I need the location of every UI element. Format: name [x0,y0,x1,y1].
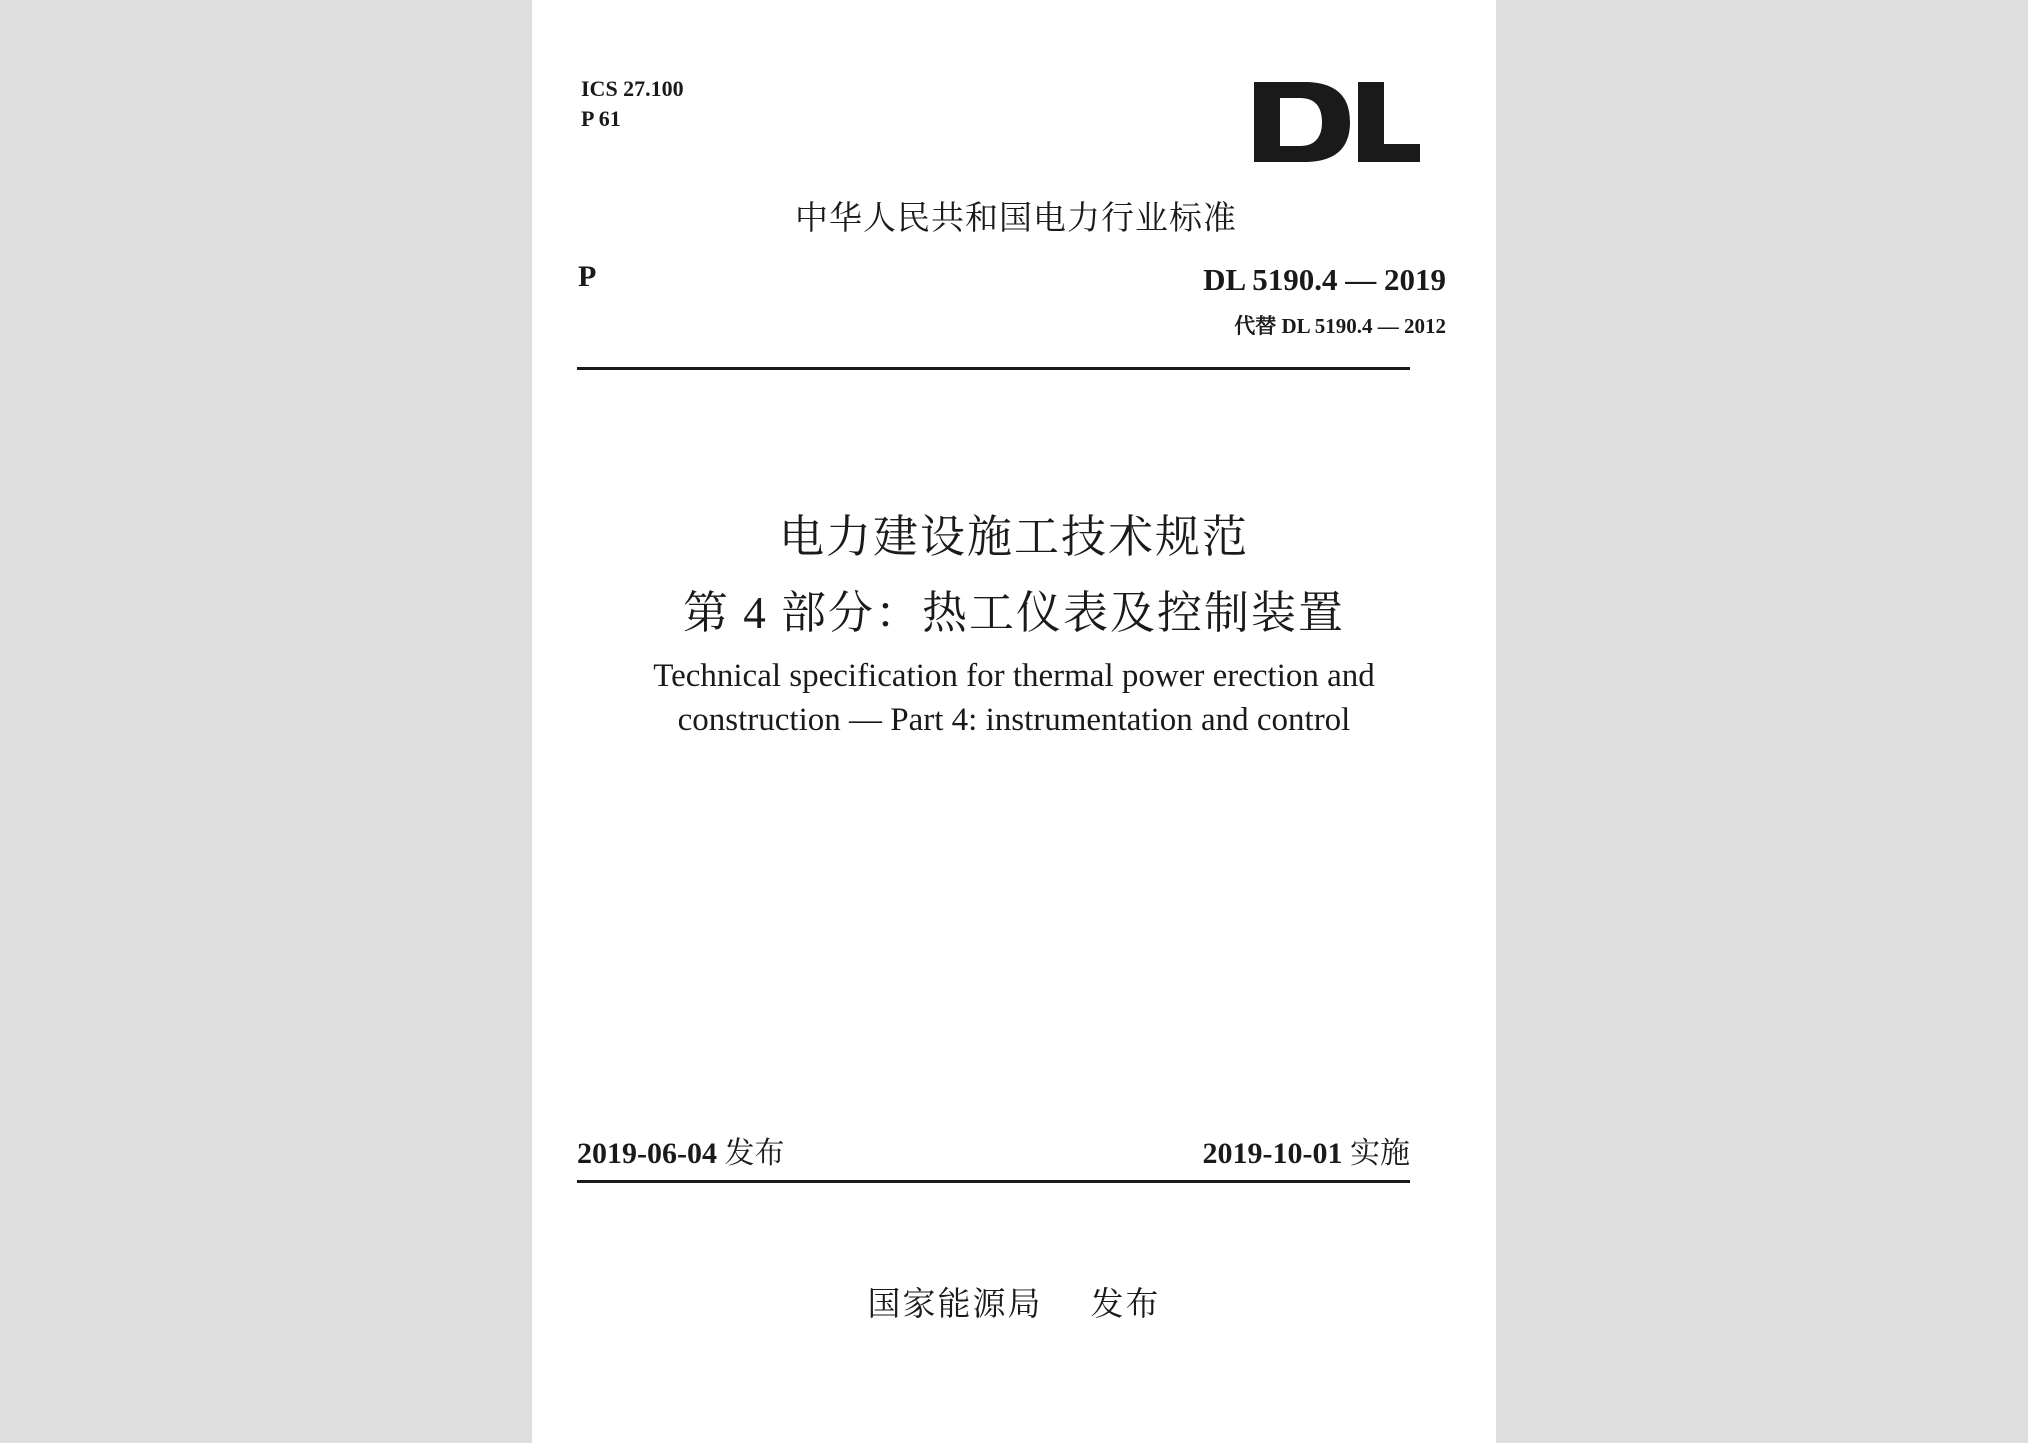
implement-date-block [1203,1128,1410,1172]
replaces-standard: 代替 DL 5190.4 — 2012 [1234,314,1446,338]
ministry-text: 中华人民共和国电力行业标准 [795,198,1237,237]
top-divider [577,367,1410,370]
publish-date: 2019-06-04 [577,1137,717,1170]
implement-label: 实施 [1350,1136,1410,1171]
authority-action: 发布 [1090,1284,1161,1323]
classification-code: P 61 [581,106,621,131]
ics-code: ICS 27.100 [581,76,684,101]
dl-logo [1254,82,1420,162]
bottom-divider [577,1180,1410,1183]
publish-label: 发布 [724,1136,785,1171]
title-zh-line1: 电力建设施工技术规范 [778,512,1249,562]
title-en-line1: Technical specification for thermal power erection and [653,658,1375,694]
title-zh-line2: 第 4 部分：热工仪表及控制装置 [682,588,1345,638]
standard-number: DL 5190.4 — 2019 [1203,262,1446,297]
implement-date: 2019-10-01 [1202,1137,1343,1170]
ministry-heading [532,192,1496,239]
document-page [532,0,1496,1443]
title-en-line2: construction — Part 4: instrumentation and control [677,702,1351,738]
category-code: P [578,260,597,293]
issuing-authority [532,1278,1496,1325]
publish-date-block [577,1128,784,1172]
authority-name: 国家能源局 [867,1284,1043,1323]
